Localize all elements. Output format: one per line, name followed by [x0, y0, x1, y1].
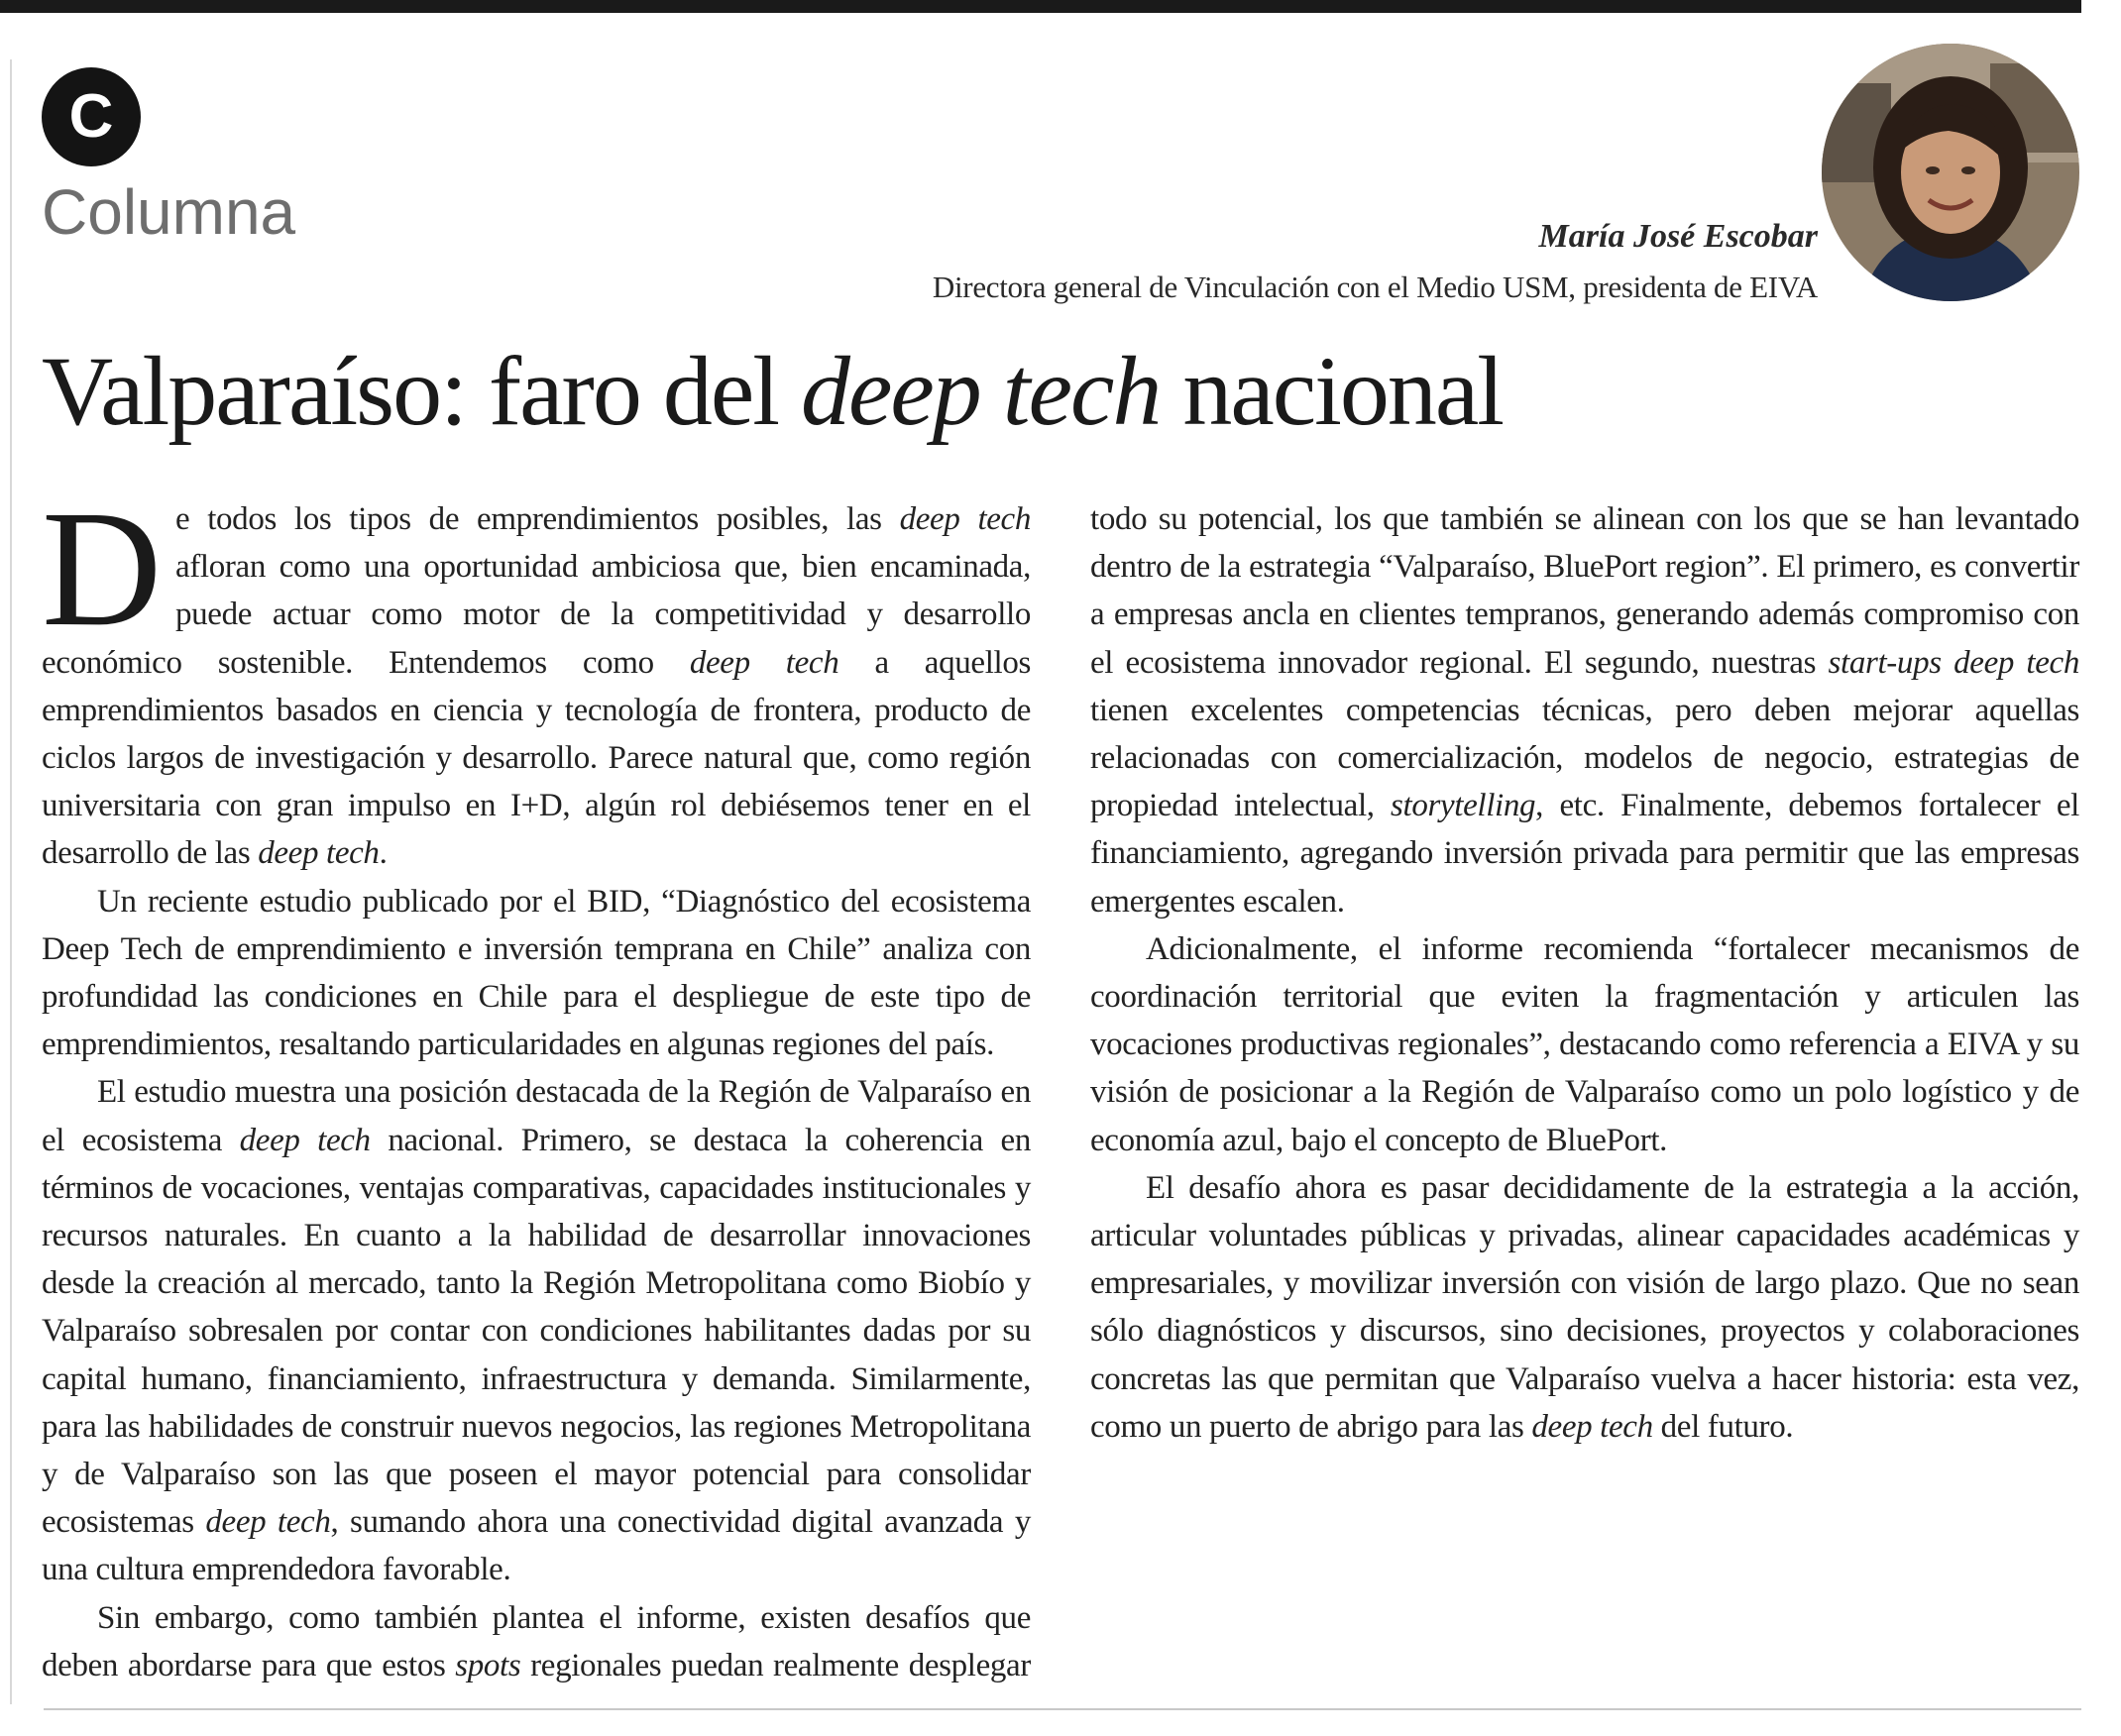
- paragraph-3: [42, 1068, 1031, 1593]
- column-badge: C: [42, 67, 141, 166]
- paragraph-5: Adicionalmente, el informe recomienda “fortalecer mecanismos de coordinación territorial que eviten la fragmentación y articulen las vocaciones productivas regionales”, destacando como referencia a EIVA y su visión de posicionar a la Región de Valparaíso como un polo logístico y de economía azul, bajo el concepto de BluePort.: [1090, 930, 2079, 1158]
- italic-term: deep tech: [258, 835, 380, 872]
- top-rule: [0, 0, 2081, 13]
- left-divider: [10, 59, 12, 1704]
- paragraph-2: Un reciente estudio publicado por el BID, “Diagnóstico del ecosistema Deep Tech de emprendimiento e inversión temprana en Chile” analiza con profundidad las condiciones en Chile para el despliegue de este tipo de emprendimientos, resaltando particularidades en algunas regiones del país.: [42, 883, 1031, 1063]
- text-run: del futuro.: [1652, 1408, 1794, 1445]
- paragraph-6: [1090, 1164, 2079, 1451]
- text-run: El desafío ahora es pasar decididamente de la estrategia a la acción, articular voluntades públicas y privadas, alinear capacidades académicas y empresariales, y movilizar inversión con visión de largo plazo. Que no sean sólo diagnósticos y discursos, sino decisiones, proyectos y colaboraciones concretas las que permitan que Valparaíso vuelva a hacer historia: esta vez, como un puerto de abrigo para las: [1090, 1169, 2079, 1445]
- text-run: El estudio muestra una posición destacada de la Región de Valparaíso en el ecosistema: [42, 1074, 1031, 1158]
- text-run: , sumando ahora una conectividad digital avanzada y una cultura emprendedora favorable.: [42, 1504, 1032, 1588]
- portrait-photo: [1822, 44, 2079, 301]
- italic-term: storytelling: [1391, 788, 1536, 824]
- drop-cap: D: [42, 477, 162, 661]
- author-portrait: [1822, 44, 2079, 301]
- author-role: Directora general de Vinculación con el Medio USM, presidenta de EIVA: [932, 270, 1818, 304]
- text-run: .: [379, 835, 388, 872]
- italic-term: deep tech: [239, 1122, 371, 1158]
- italic-term: deep tech: [1531, 1408, 1653, 1445]
- author-name: María José Escobar: [1538, 218, 1818, 255]
- headline-part-1: Valparaíso: faro del: [42, 336, 802, 446]
- text-run: regionales puedan realmente desplegar todo su potencial, los que también se alinean con los que se han levantado dentro de la estrategia “Valparaíso, BluePort region”. El primero, es convertir a empresas ancla en clientes tempranos, generando además compromiso con el ecosistema innovador regional. El segundo, nuestras: [520, 501, 2079, 1683]
- bottom-rule: [44, 1708, 2081, 1710]
- italic-term: spots: [455, 1647, 521, 1683]
- text-run: Sin embargo, como también plantea el informe, existen desafíos que deben abordarse para que estos: [42, 1599, 1031, 1683]
- paragraph-1: [42, 477, 1032, 878]
- text-run: tienen excelentes competencias técnicas, pero deben mejorar aquellas relacionadas con comercialización, modelos de negocio, estrategias de propiedad intelectual,: [1090, 692, 2079, 824]
- italic-term: deep tech: [205, 1504, 331, 1541]
- text-run: afloran como una oportunidad ambiciosa que, bien encaminada, puede actuar como motor de la competitividad y desarrollo económico sostenible. Entendemos como: [42, 549, 1031, 681]
- italic-term: deep tech: [689, 644, 839, 681]
- text-run: a aquellos emprendimientos basados en ciencia y tecnología de frontera, producto de ciclos largos de investigación y desarrollo. Parece natural que, como región universitaria con gran impulso en I+D, algún rol debiésemos tener en el desarrollo de las: [42, 644, 1031, 872]
- text-run: , etc. Finalmente, debemos fortalecer el financiamiento, agregando inversión privada para permitir que las empresas emergentes escalen.: [1090, 788, 2079, 920]
- headline-part-2: nacional: [1160, 336, 1504, 446]
- text-run: nacional. Primero, se destaca la coherencia en términos de vocaciones, ventajas comparativas, capacidades institucionales y recursos naturales. En cuanto a la habilidad de desarrollar innovaciones desde la creación al mercado, tanto la Región Metropolitana como Biobío y Valparaíso sobresalen por contar con condiciones habilitantes dadas por su capital humano, financiamiento, infraestructura y demanda. Similarmente, para las habilidades de construir nuevos negocios, las regiones Metropolitana y de Valparaíso son las que poseen el mayor potencial para consolidar ecosistemas: [42, 1122, 1032, 1541]
- italic-term: deep tech: [899, 501, 1032, 537]
- article-body: [42, 477, 2079, 1696]
- headline: [42, 337, 2091, 446]
- headline-emphasis: deep tech: [801, 336, 1161, 446]
- section-label: Columna: [42, 176, 296, 248]
- italic-term: start-ups deep tech: [1828, 644, 2079, 681]
- text-run: e todos los tipos de emprendimientos posibles, las: [174, 501, 900, 537]
